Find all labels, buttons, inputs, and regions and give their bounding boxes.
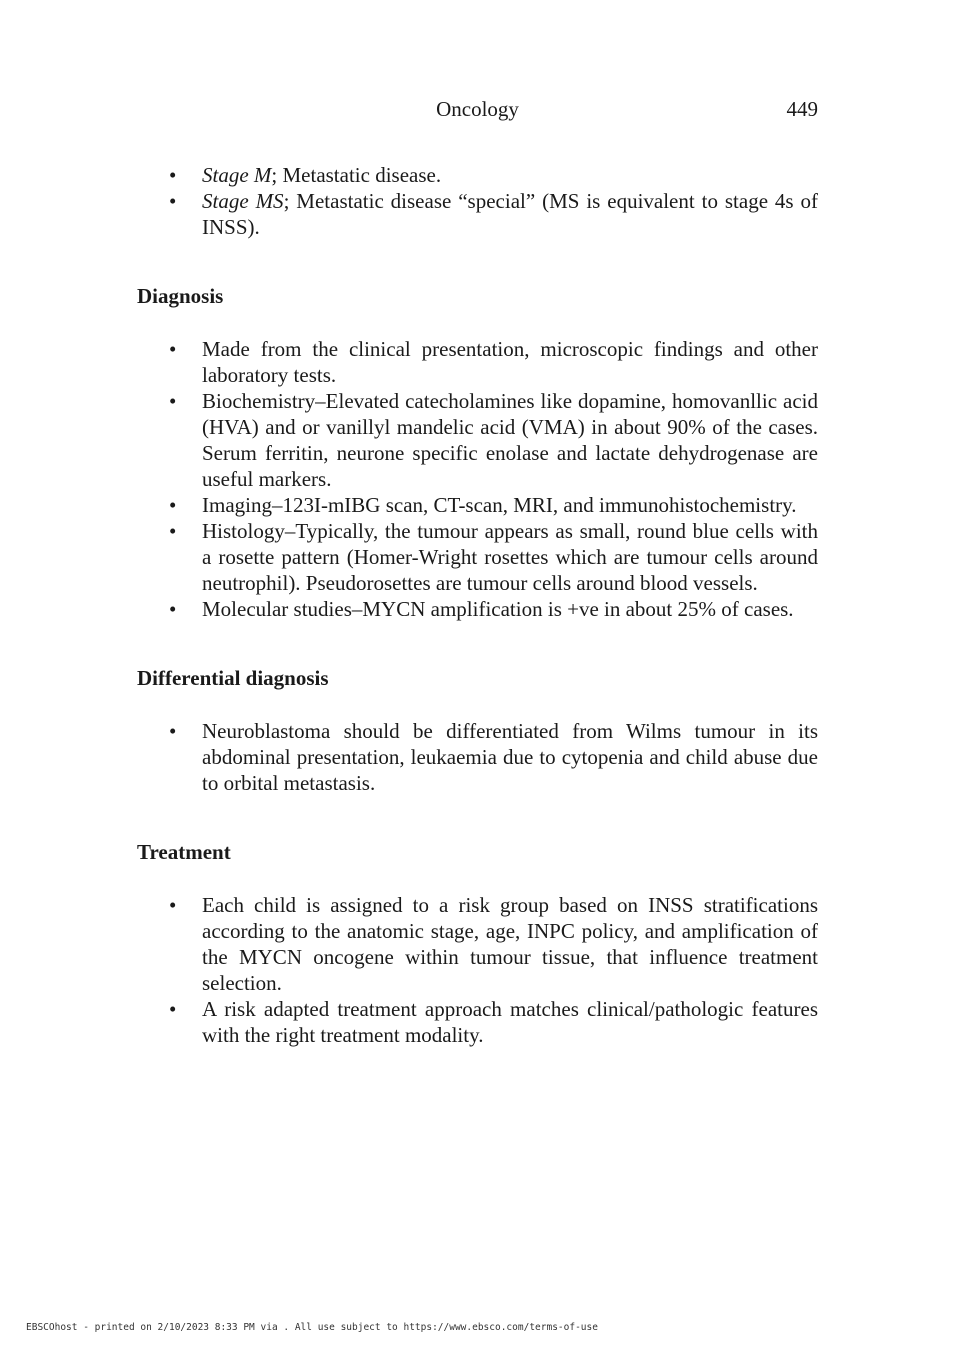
list-item: • Biochemistry–Elevated catecholamines like dopamine, homovanllic acid (HVA) and or vanillyl mandelic acid (VMA) in about 90% of the cases. Serum ferritin, neurone specific enolase and lactate dehydrogenase are useful markers.	[137, 388, 818, 492]
treatment-heading: Treatment	[137, 840, 231, 864]
list-item: • Imaging–123I-mIBG scan, CT-scan, MRI, and immunohistochemistry.	[137, 492, 818, 518]
running-title: Oncology	[436, 97, 519, 121]
stage-description: ; Metastatic disease.	[271, 163, 442, 187]
differential-diagnosis-heading: Differential diagnosis	[137, 666, 329, 690]
differential-list	[137, 718, 818, 796]
list-item: • Molecular studies–MYCN amplification is +ve in about 25% of cases.	[137, 596, 818, 622]
stage-term: Stage MS	[202, 189, 284, 213]
page-number: 449	[786, 97, 818, 121]
page-body	[137, 162, 818, 1048]
list-item: • Histology–Typically, the tumour appears as small, round blue cells with a rosette pattern (Homer-Wright rosettes which are tumour cells around neutrophil). Pseudorosettes are tumour cells around blood vessels.	[137, 518, 818, 596]
list-item: • Neuroblastoma should be differentiated from Wilms tumour in its abdominal presentation, leukaemia due to cytopenia and child abuse due to orbital metastasis.	[137, 718, 818, 796]
print-footer: EBSCOhost - printed on 2/10/2023 8:33 PM via . All use subject to https://www.ebsco.com/terms-of-use	[26, 1322, 598, 1333]
list-item: • Each child is assigned to a risk group based on INSS stratifications according to the anatomic stage, age, INPC policy, and amplification of the MYCN oncogene within tumour tissue, that influence treatment selection.	[137, 892, 818, 996]
stage-term: Stage M	[202, 163, 272, 187]
list-item	[137, 162, 818, 188]
running-header	[137, 96, 818, 122]
list-item	[137, 188, 818, 240]
diagnosis-list	[137, 336, 818, 622]
stage-list	[137, 162, 818, 240]
list-item: • Made from the clinical presentation, microscopic findings and other laboratory tests.	[137, 336, 818, 388]
diagnosis-heading: Diagnosis	[137, 284, 224, 308]
list-item: • A risk adapted treatment approach matches clinical/pathologic features with the right treatment modality.	[137, 996, 818, 1048]
treatment-list	[137, 892, 818, 1048]
stage-description: ; Metastatic disease “special” (MS is equivalent to stage 4s of INSS).	[202, 189, 818, 239]
